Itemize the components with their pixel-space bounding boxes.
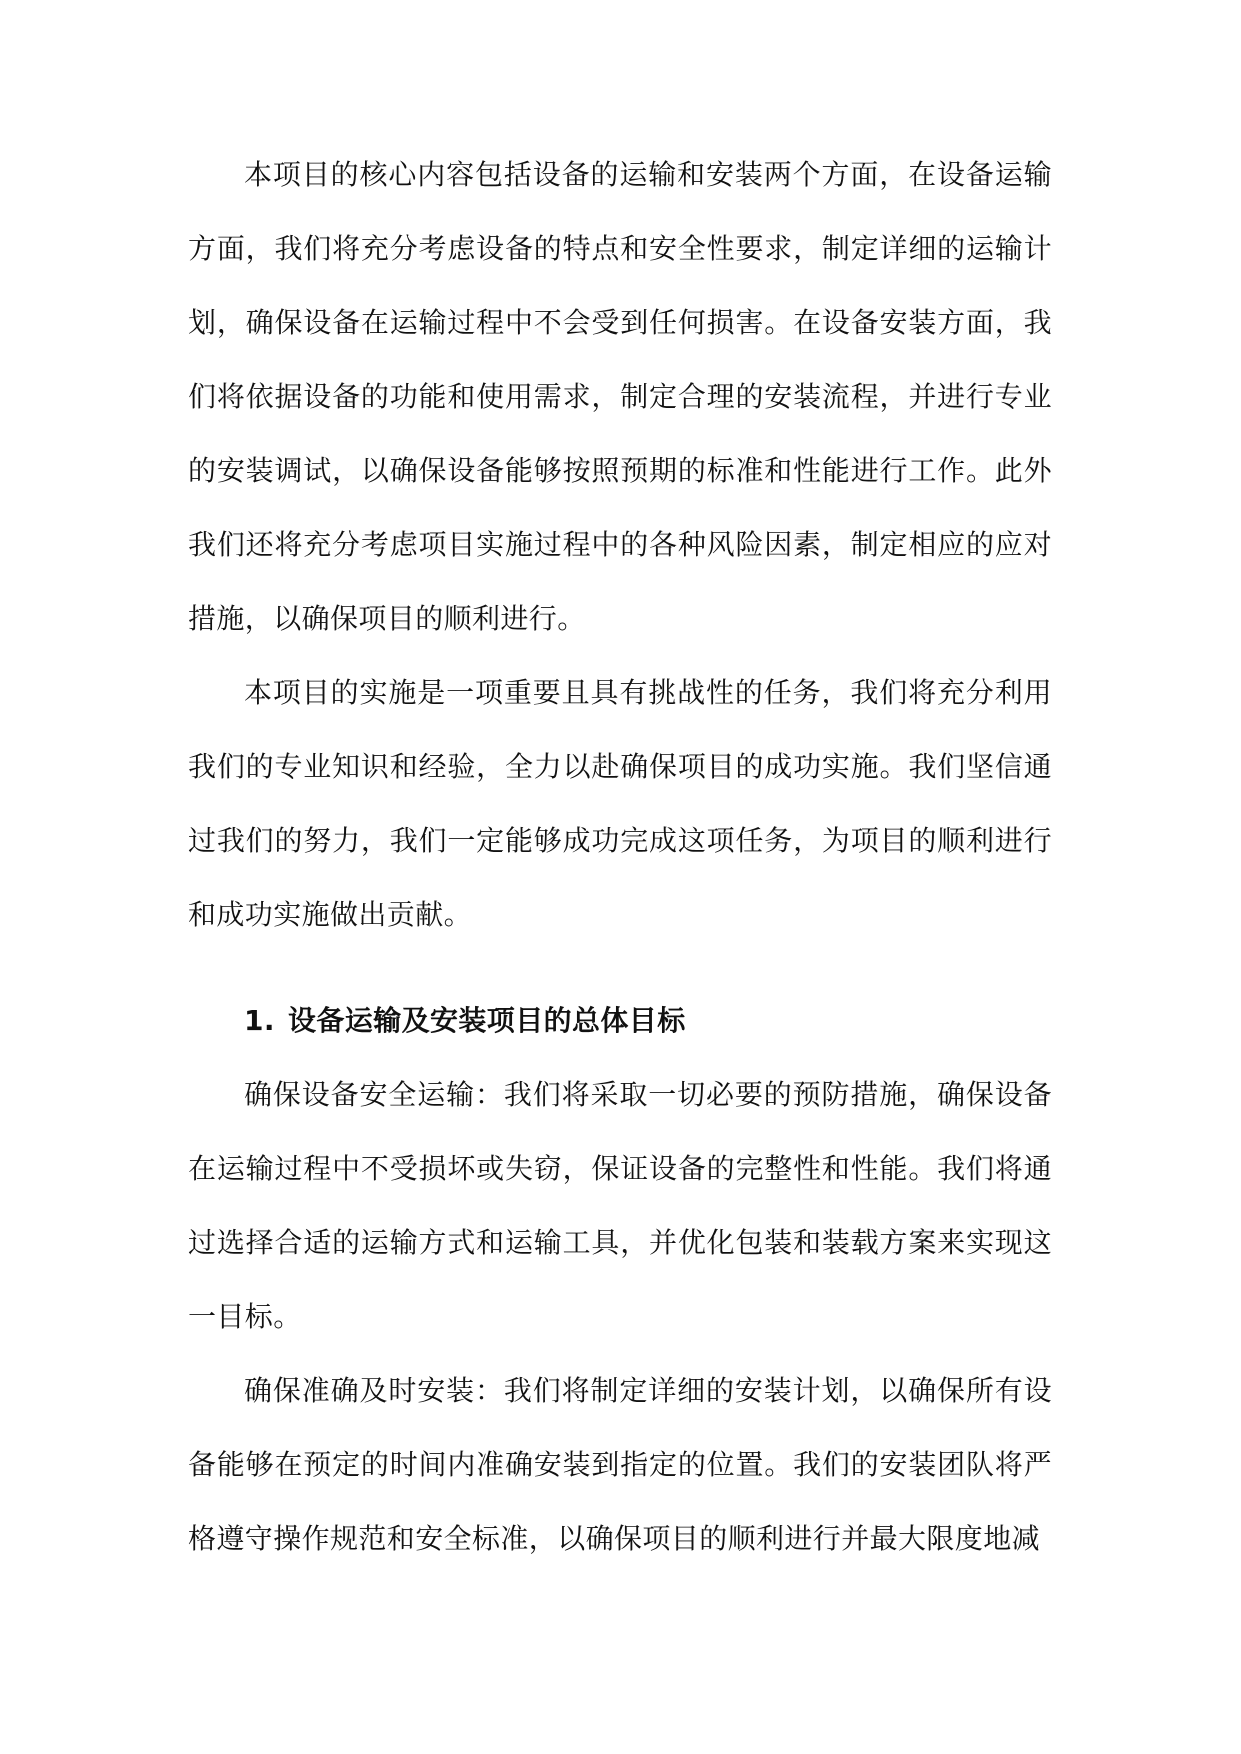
- section-number: 1.: [244, 1004, 275, 1037]
- paragraph-timely-installation: 确保准确及时安装：我们将制定详细的安装计划，以确保所有设备能够在预定的时间内准确安装到指定的位置。我们的安装团队将严格遵守操作规范和安全标准，以确保项目的顺利进行并最大限度地减: [188, 1374, 1052, 1555]
- document-body: [188, 138, 1052, 1576]
- section-title: 设备运输及安装项目的总体目标: [288, 1004, 686, 1037]
- paragraph-core-content: 本项目的核心内容包括设备的运输和安装两个方面，在设备运输方面，我们将充分考虑设备的特点和安全性要求，制定详细的运输计划，确保设备在运输过程中不会受到任何损害。在设备安装方面，我们将依据设备的功能和使用需求，制定合理的安装流程，并进行专业的安装调试，以确保设备能够按照预期的标准和性能进行工作。此外我们还将充分考虑项目实施过程中的各种风险因素，制定相应的应对措施，以确保项目的顺利进行。: [188, 158, 1052, 635]
- section-heading: [188, 984, 1052, 1058]
- paragraph-implementation: 本项目的实施是一项重要且具有挑战性的任务，我们将充分利用我们的专业知识和经验，全力以赴确保项目的成功实施。我们坚信通过我们的努力，我们一定能够成功完成这项任务，为项目的顺利进行和成功实施做出贡献。: [188, 676, 1052, 931]
- paragraph-safe-transport: 确保设备安全运输：我们将采取一切必要的预防措施，确保设备在运输过程中不受损坏或失窃，保证设备的完整性和性能。我们将通过选择合适的运输方式和运输工具，并优化包装和装载方案来实现这一目标。: [188, 1078, 1052, 1333]
